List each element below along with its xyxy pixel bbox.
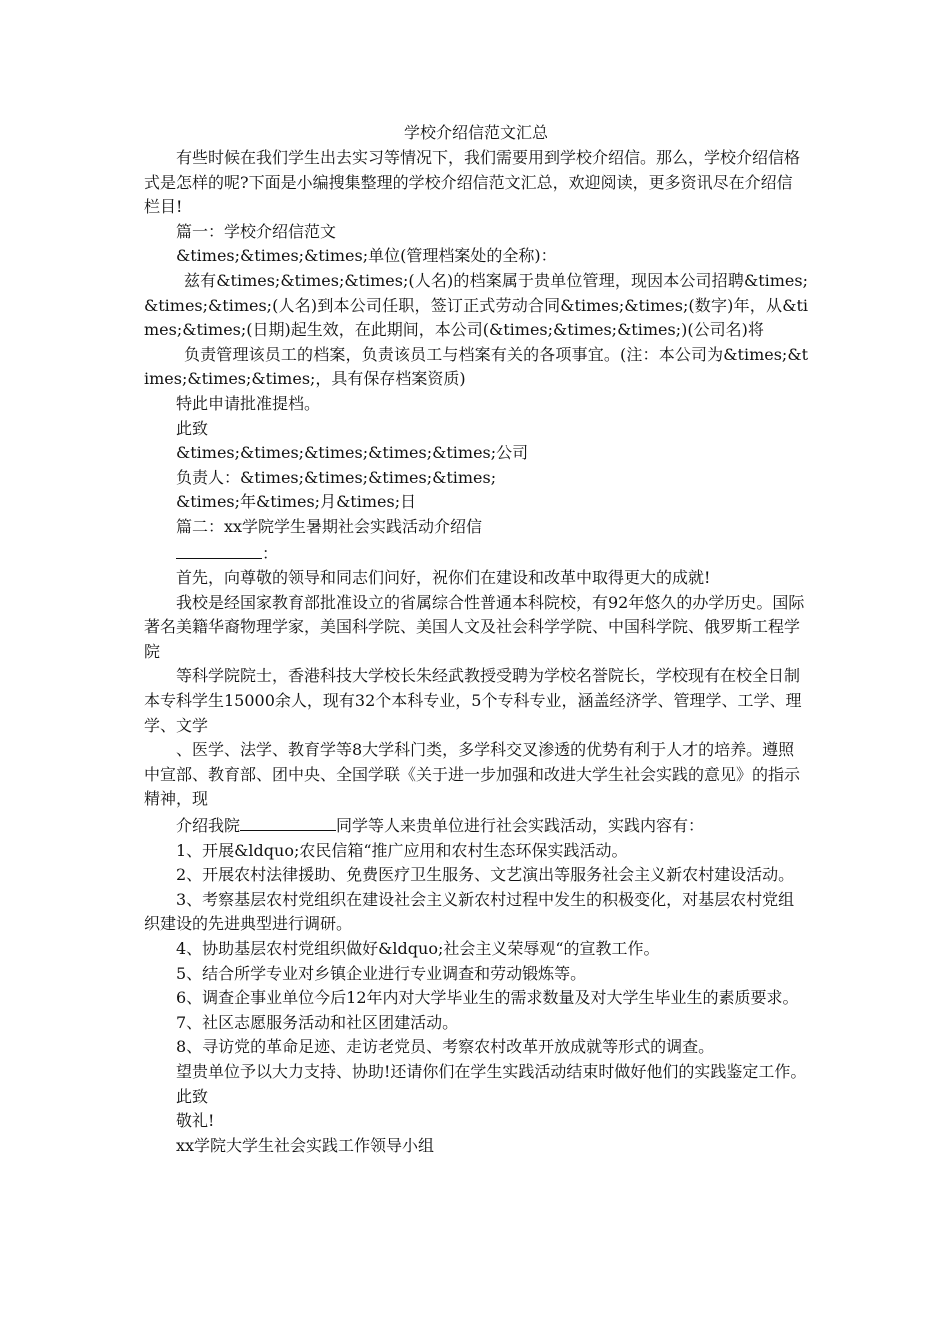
part2-signature: xx学院大学生社会实践工作领导小组 [176,1135,435,1155]
student-name-blank [240,812,336,831]
part2-heading: 篇二：xx学院学生暑期社会实践活动介绍信 [176,516,483,536]
part1-date: &times;年&times;月&times;日 [176,492,417,512]
part2-respect: 敬礼! [176,1111,215,1131]
recipient-blank [176,540,262,559]
part2-para-3: 、医学、法学、教育学等8大学科门类，多学科交叉渗透的优势有利于人才的培养。遵照中宣部、教育部、团中央、全国学联《关于进一步加强和改进大学生社会实践的意见》的指示精神，现 [144,740,801,809]
part2-recipient-line [144,540,808,567]
part2-salutation: 此致 [176,1086,209,1106]
part1-body-2: 负责管理该员工的档案，负责该员工与档案有关的各项事宜。(注：本公司为&times;&times;&times;&times;，具有保存档案资质) [144,344,808,389]
practice-item: 5、结合所学专业对乡镇企业进行专业调查和劳动锻炼等。 [176,963,587,983]
practice-item: 7、社区志愿服务活动和社区团建活动。 [176,1012,459,1032]
practice-item: 4、协助基层农村党组织做好&ldquo;社会主义荣辱观“的宣教工作。 [176,939,660,958]
part2-para-2: 等科学院院士，香港科技大学校长朱经武教授受聘为学校名誉院长，学校现有在校全日制本专科学生15000余人，现有32个本科专业，5个专科专业，涵盖经济学、管理学、工学、理学、文学 [144,666,802,735]
practice-item: 3、考察基层农村党组织在建设社会主义新农村过程中发生的积极变化，对基层农村党组织建设的先进典型进行调研。 [144,889,795,934]
practice-item: 1、开展&ldquo;农民信箱“推广应用和农村生态环保实践活动。 [176,840,628,860]
part1-recipient: &times;&times;&times;单位(管理档案处的全称)： [176,246,557,266]
part1-heading: 篇一：学校介绍信范文 [176,221,337,241]
document-title: 学校介绍信范文汇总 [403,123,548,142]
part1-body-1: 兹有&times;&times;&times;(人名)的档案属于贵单位管理，现因本公司招聘&times;&times;&times;(人名)到本公司任职，签订正式劳动合同&times;&times;(数字)年，从&times;&times;(日期)起生效，在此期间，本公司(&times;&times;&times;)(公司名)将 [144,270,808,340]
recipient-colon: ： [262,543,279,563]
practice-item: 2、开展农村法律援助、免费医疗卫生服务、文艺演出等服务社会主义新农村建设活动。 [176,865,795,885]
part2-greeting: 首先，向尊敬的领导和同志们问好，祝你们在建设和改革中取得更大的成就! [176,568,711,588]
practice-item: 8、寻访党的革命足迹、走访老党员、考察农村改革开放成就等形式的调查。 [176,1037,715,1057]
practice-item: 6、调查企事业单位今后12年内对大学毕业生的需求数量及对大学生毕业生的素质要求。 [176,988,799,1008]
part2-intro-line [144,812,808,839]
part1-salutation: 此致 [176,418,209,438]
part1-person: 负责人：&times;&times;&times;&times; [176,467,497,487]
part1-company: &times;&times;&times;&times;&times;公司 [176,443,529,463]
document-page [144,120,808,1158]
intro-suffix: 同学等人来贵单位进行社会实践活动，实践内容有： [336,816,705,836]
part2-para-1: 我校是经国家教育部批准设立的省属综合性普通本科院校，有92年悠久的办学历史。国际著名美籍华裔物理学家，美国科学院、美国人文及社会科学学院、中国科学院、俄罗斯工程学院 [144,592,805,661]
intro-paragraph: 有些时候在我们学生出去实习等情况下，我们需要用到学校介绍信。那么，学校介绍信格式是怎样的呢?下面是小编搜集整理的学校介绍信范文汇总，欢迎阅读，更多资讯尽在介绍信栏目! [144,148,801,217]
intro-prefix: 介绍我院 [176,816,241,836]
part2-hope: 望贵单位予以大力支持、协助!还请你们在学生实践活动结束时做好他们的实践鉴定工作。 [176,1061,807,1081]
part1-request: 特此申请批准提档。 [176,393,321,413]
